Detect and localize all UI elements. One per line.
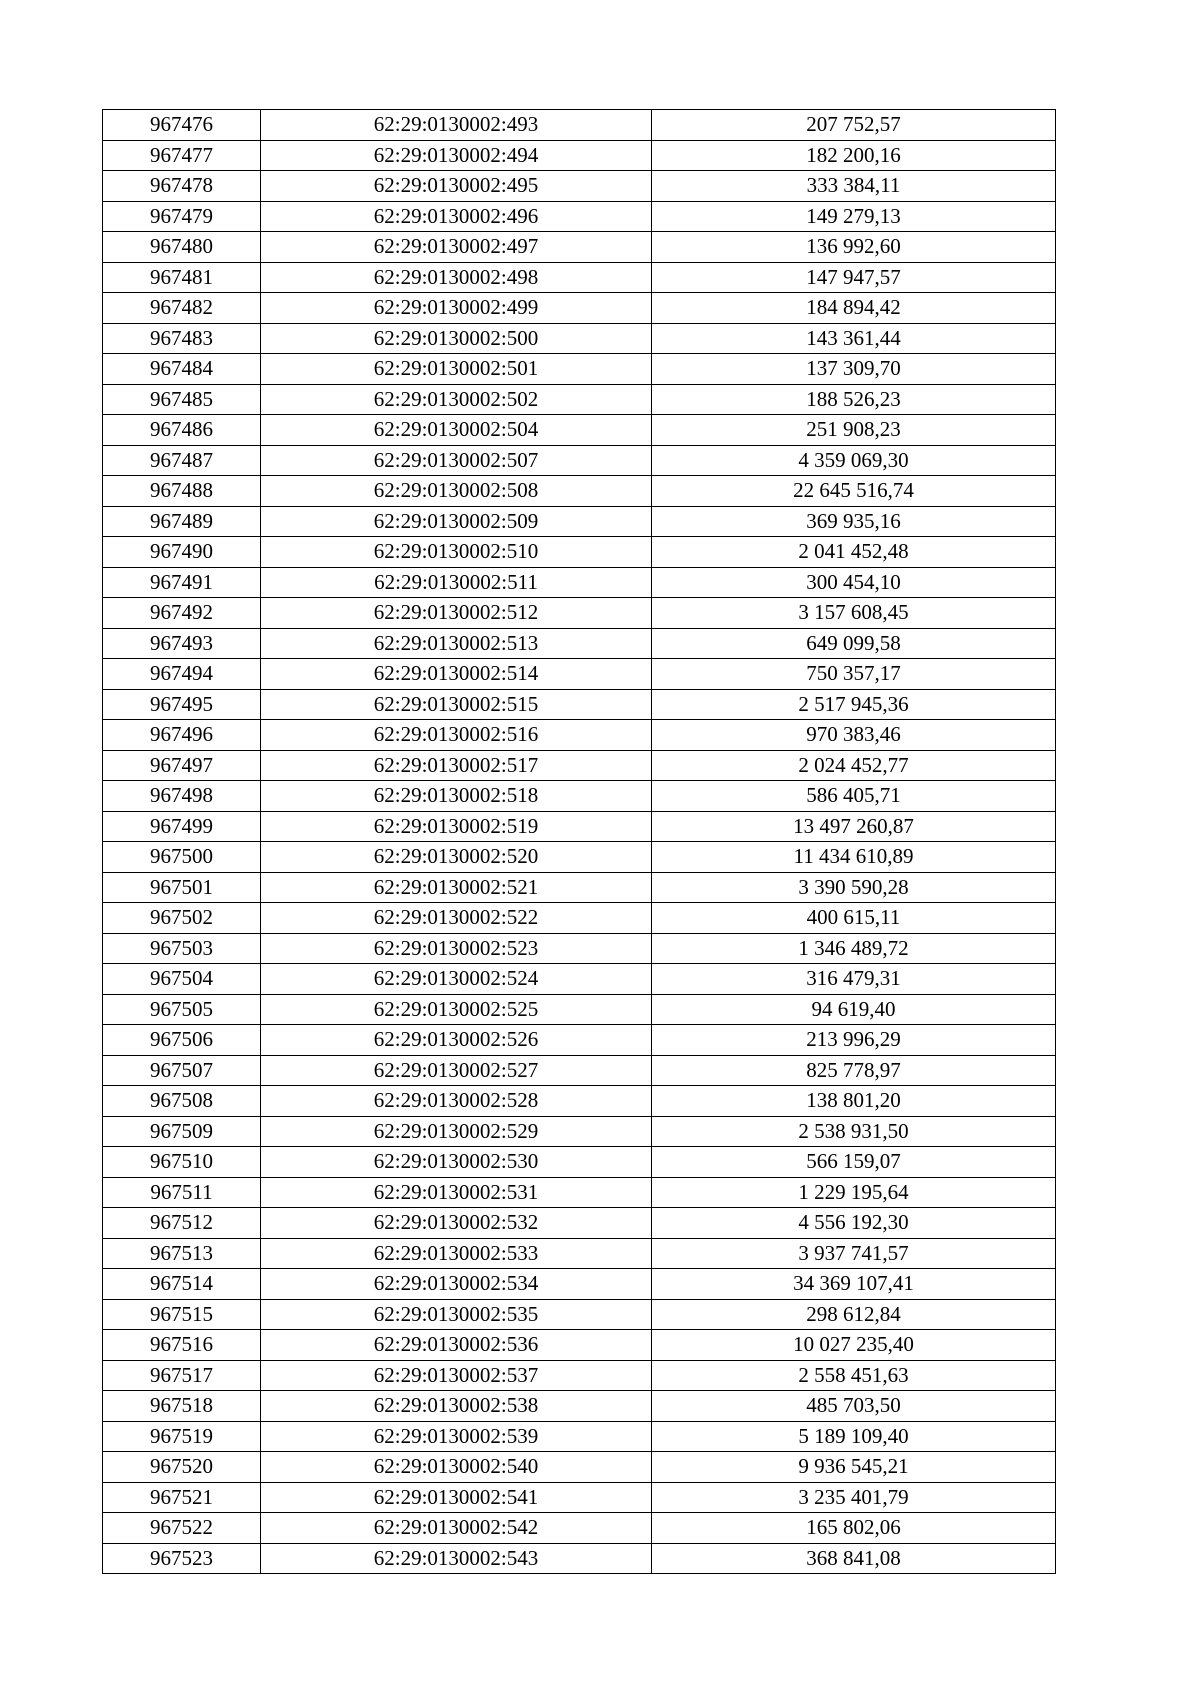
table-row [103,659,1056,690]
cadastral-value-cell: 566 159,07 [652,1147,1056,1178]
row-number-cell: 967499 [103,811,261,842]
row-number-cell: 967490 [103,537,261,568]
table-row [103,384,1056,415]
cadastral-value-cell: 649 099,58 [652,628,1056,659]
row-number-cell: 967511 [103,1177,261,1208]
table-row [103,1147,1056,1178]
row-number-cell: 967488 [103,476,261,507]
cadastral-number-cell: 62:29:0130002:533 [261,1238,652,1269]
table-row [103,628,1056,659]
cadastral-value-cell: 485 703,50 [652,1391,1056,1422]
row-number-cell: 967513 [103,1238,261,1269]
cadastral-value-cell: 4 556 192,30 [652,1208,1056,1239]
cadastral-number-cell: 62:29:0130002:500 [261,323,652,354]
cadastral-number-cell: 62:29:0130002:536 [261,1330,652,1361]
table-row [103,750,1056,781]
cadastral-value-cell: 13 497 260,87 [652,811,1056,842]
row-number-cell: 967506 [103,1025,261,1056]
cadastral-number-cell: 62:29:0130002:530 [261,1147,652,1178]
cadastral-value-cell: 207 752,57 [652,110,1056,141]
cadastral-number-cell: 62:29:0130002:499 [261,293,652,324]
row-number-cell: 967512 [103,1208,261,1239]
table-row [103,689,1056,720]
table-row [103,567,1056,598]
row-number-cell: 967505 [103,994,261,1025]
cadastral-number-cell: 62:29:0130002:543 [261,1543,652,1574]
row-number-cell: 967498 [103,781,261,812]
row-number-cell: 967520 [103,1452,261,1483]
cadastral-number-cell: 62:29:0130002:493 [261,110,652,141]
cadastral-value-cell: 2 517 945,36 [652,689,1056,720]
cadastral-value-cell: 3 157 608,45 [652,598,1056,629]
row-number-cell: 967501 [103,872,261,903]
table-row [103,354,1056,385]
table-row [103,994,1056,1025]
table-row [103,1177,1056,1208]
row-number-cell: 967483 [103,323,261,354]
table-body [103,110,1056,1574]
row-number-cell: 967476 [103,110,261,141]
table-row [103,1330,1056,1361]
table-row [103,415,1056,446]
cadastral-number-cell: 62:29:0130002:532 [261,1208,652,1239]
cadastral-value-cell: 182 200,16 [652,140,1056,171]
cadastral-value-cell: 5 189 109,40 [652,1421,1056,1452]
table-row [103,232,1056,263]
cadastral-value-cell: 1 346 489,72 [652,933,1056,964]
row-number-cell: 967493 [103,628,261,659]
row-number-cell: 967514 [103,1269,261,1300]
cadastral-value-cell: 9 936 545,21 [652,1452,1056,1483]
row-number-cell: 967515 [103,1299,261,1330]
cadastral-number-cell: 62:29:0130002:498 [261,262,652,293]
table-row [103,781,1056,812]
row-number-cell: 967479 [103,201,261,232]
cadastral-number-cell: 62:29:0130002:497 [261,232,652,263]
table-row [103,1299,1056,1330]
table-row [103,872,1056,903]
row-number-cell: 967522 [103,1513,261,1544]
cadastral-value-cell: 316 479,31 [652,964,1056,995]
cadastral-value-cell: 165 802,06 [652,1513,1056,1544]
cadastral-value-cell: 825 778,97 [652,1055,1056,1086]
row-number-cell: 967478 [103,171,261,202]
table-row [103,110,1056,141]
cadastral-number-cell: 62:29:0130002:529 [261,1116,652,1147]
cadastral-number-cell: 62:29:0130002:526 [261,1025,652,1056]
table-row [103,171,1056,202]
table-row [103,1238,1056,1269]
row-number-cell: 967503 [103,933,261,964]
cadastral-number-cell: 62:29:0130002:521 [261,872,652,903]
cadastral-number-cell: 62:29:0130002:495 [261,171,652,202]
cadastral-number-cell: 62:29:0130002:512 [261,598,652,629]
cadastral-value-cell: 213 996,29 [652,1025,1056,1056]
row-number-cell: 967480 [103,232,261,263]
cadastral-number-cell: 62:29:0130002:539 [261,1421,652,1452]
cadastral-value-cell: 1 229 195,64 [652,1177,1056,1208]
cadastral-value-cell: 4 359 069,30 [652,445,1056,476]
table-row [103,964,1056,995]
cadastral-value-cell: 586 405,71 [652,781,1056,812]
table-row [103,201,1056,232]
table-row [103,598,1056,629]
cadastral-number-cell: 62:29:0130002:508 [261,476,652,507]
cadastral-number-cell: 62:29:0130002:509 [261,506,652,537]
table-row [103,1269,1056,1300]
table-row [103,1055,1056,1086]
cadastral-value-cell: 369 935,16 [652,506,1056,537]
table-row [103,842,1056,873]
row-number-cell: 967510 [103,1147,261,1178]
cadastral-value-cell: 10 027 235,40 [652,1330,1056,1361]
table-row [103,933,1056,964]
row-number-cell: 967486 [103,415,261,446]
cadastral-value-cell: 251 908,23 [652,415,1056,446]
cadastral-number-cell: 62:29:0130002:541 [261,1482,652,1513]
table-row [103,1086,1056,1117]
cadastral-value-cell: 970 383,46 [652,720,1056,751]
cadastral-value-cell: 11 434 610,89 [652,842,1056,873]
row-number-cell: 967519 [103,1421,261,1452]
cadastral-number-cell: 62:29:0130002:522 [261,903,652,934]
table-row [103,811,1056,842]
table-row [103,140,1056,171]
cadastral-value-cell: 147 947,57 [652,262,1056,293]
cadastral-value-cell: 184 894,42 [652,293,1056,324]
table-row [103,1421,1056,1452]
cadastral-number-cell: 62:29:0130002:496 [261,201,652,232]
cadastral-value-table [102,109,1056,1574]
row-number-cell: 967492 [103,598,261,629]
cadastral-number-cell: 62:29:0130002:516 [261,720,652,751]
row-number-cell: 967523 [103,1543,261,1574]
cadastral-value-cell: 3 390 590,28 [652,872,1056,903]
row-number-cell: 967502 [103,903,261,934]
cadastral-value-cell: 137 309,70 [652,354,1056,385]
cadastral-number-cell: 62:29:0130002:514 [261,659,652,690]
table-row [103,1543,1056,1574]
table-row [103,1116,1056,1147]
cadastral-value-cell: 149 279,13 [652,201,1056,232]
row-number-cell: 967504 [103,964,261,995]
cadastral-value-cell: 136 992,60 [652,232,1056,263]
row-number-cell: 967517 [103,1360,261,1391]
row-number-cell: 967484 [103,354,261,385]
table-row [103,262,1056,293]
cadastral-value-cell: 2 538 931,50 [652,1116,1056,1147]
cadastral-value-cell: 750 357,17 [652,659,1056,690]
cadastral-number-cell: 62:29:0130002:494 [261,140,652,171]
row-number-cell: 967491 [103,567,261,598]
cadastral-value-cell: 400 615,11 [652,903,1056,934]
cadastral-number-cell: 62:29:0130002:538 [261,1391,652,1422]
cadastral-value-cell: 34 369 107,41 [652,1269,1056,1300]
cadastral-number-cell: 62:29:0130002:531 [261,1177,652,1208]
cadastral-number-cell: 62:29:0130002:519 [261,811,652,842]
cadastral-number-cell: 62:29:0130002:504 [261,415,652,446]
cadastral-value-cell: 2 024 452,77 [652,750,1056,781]
table-row [103,1025,1056,1056]
table-row [103,476,1056,507]
row-number-cell: 967516 [103,1330,261,1361]
row-number-cell: 967495 [103,689,261,720]
row-number-cell: 967509 [103,1116,261,1147]
cadastral-number-cell: 62:29:0130002:528 [261,1086,652,1117]
row-number-cell: 967497 [103,750,261,781]
table-row [103,1513,1056,1544]
cadastral-number-cell: 62:29:0130002:540 [261,1452,652,1483]
cadastral-number-cell: 62:29:0130002:542 [261,1513,652,1544]
row-number-cell: 967489 [103,506,261,537]
table-row [103,1360,1056,1391]
cadastral-number-cell: 62:29:0130002:525 [261,994,652,1025]
table-row [103,506,1056,537]
table-row [103,1391,1056,1422]
cadastral-value-cell: 143 361,44 [652,323,1056,354]
row-number-cell: 967496 [103,720,261,751]
table-row [103,293,1056,324]
row-number-cell: 967485 [103,384,261,415]
cadastral-value-cell: 22 645 516,74 [652,476,1056,507]
row-number-cell: 967477 [103,140,261,171]
cadastral-value-cell: 298 612,84 [652,1299,1056,1330]
cadastral-value-cell: 333 384,11 [652,171,1056,202]
cadastral-number-cell: 62:29:0130002:524 [261,964,652,995]
cadastral-number-cell: 62:29:0130002:507 [261,445,652,476]
cadastral-number-cell: 62:29:0130002:502 [261,384,652,415]
cadastral-number-cell: 62:29:0130002:537 [261,1360,652,1391]
table-row [103,323,1056,354]
table-row [103,1208,1056,1239]
cadastral-number-cell: 62:29:0130002:510 [261,537,652,568]
cadastral-number-cell: 62:29:0130002:520 [261,842,652,873]
row-number-cell: 967521 [103,1482,261,1513]
cadastral-value-cell: 2 041 452,48 [652,537,1056,568]
table-row [103,537,1056,568]
cadastral-value-cell: 3 937 741,57 [652,1238,1056,1269]
row-number-cell: 967481 [103,262,261,293]
row-number-cell: 967494 [103,659,261,690]
cadastral-number-cell: 62:29:0130002:535 [261,1299,652,1330]
row-number-cell: 967518 [103,1391,261,1422]
cadastral-value-cell: 2 558 451,63 [652,1360,1056,1391]
table-row [103,720,1056,751]
cadastral-value-cell: 188 526,23 [652,384,1056,415]
row-number-cell: 967500 [103,842,261,873]
cadastral-number-cell: 62:29:0130002:511 [261,567,652,598]
cadastral-number-cell: 62:29:0130002:501 [261,354,652,385]
cadastral-number-cell: 62:29:0130002:517 [261,750,652,781]
cadastral-value-cell: 300 454,10 [652,567,1056,598]
row-number-cell: 967508 [103,1086,261,1117]
cadastral-value-cell: 368 841,08 [652,1543,1056,1574]
cadastral-value-cell: 3 235 401,79 [652,1482,1056,1513]
cadastral-number-cell: 62:29:0130002:518 [261,781,652,812]
row-number-cell: 967507 [103,1055,261,1086]
cadastral-value-cell: 94 619,40 [652,994,1056,1025]
cadastral-number-cell: 62:29:0130002:515 [261,689,652,720]
table-row [103,1452,1056,1483]
cadastral-number-cell: 62:29:0130002:527 [261,1055,652,1086]
table-row [103,445,1056,476]
cadastral-number-cell: 62:29:0130002:534 [261,1269,652,1300]
table-row [103,1482,1056,1513]
table-row [103,903,1056,934]
row-number-cell: 967487 [103,445,261,476]
cadastral-number-cell: 62:29:0130002:523 [261,933,652,964]
cadastral-value-cell: 138 801,20 [652,1086,1056,1117]
cadastral-number-cell: 62:29:0130002:513 [261,628,652,659]
row-number-cell: 967482 [103,293,261,324]
